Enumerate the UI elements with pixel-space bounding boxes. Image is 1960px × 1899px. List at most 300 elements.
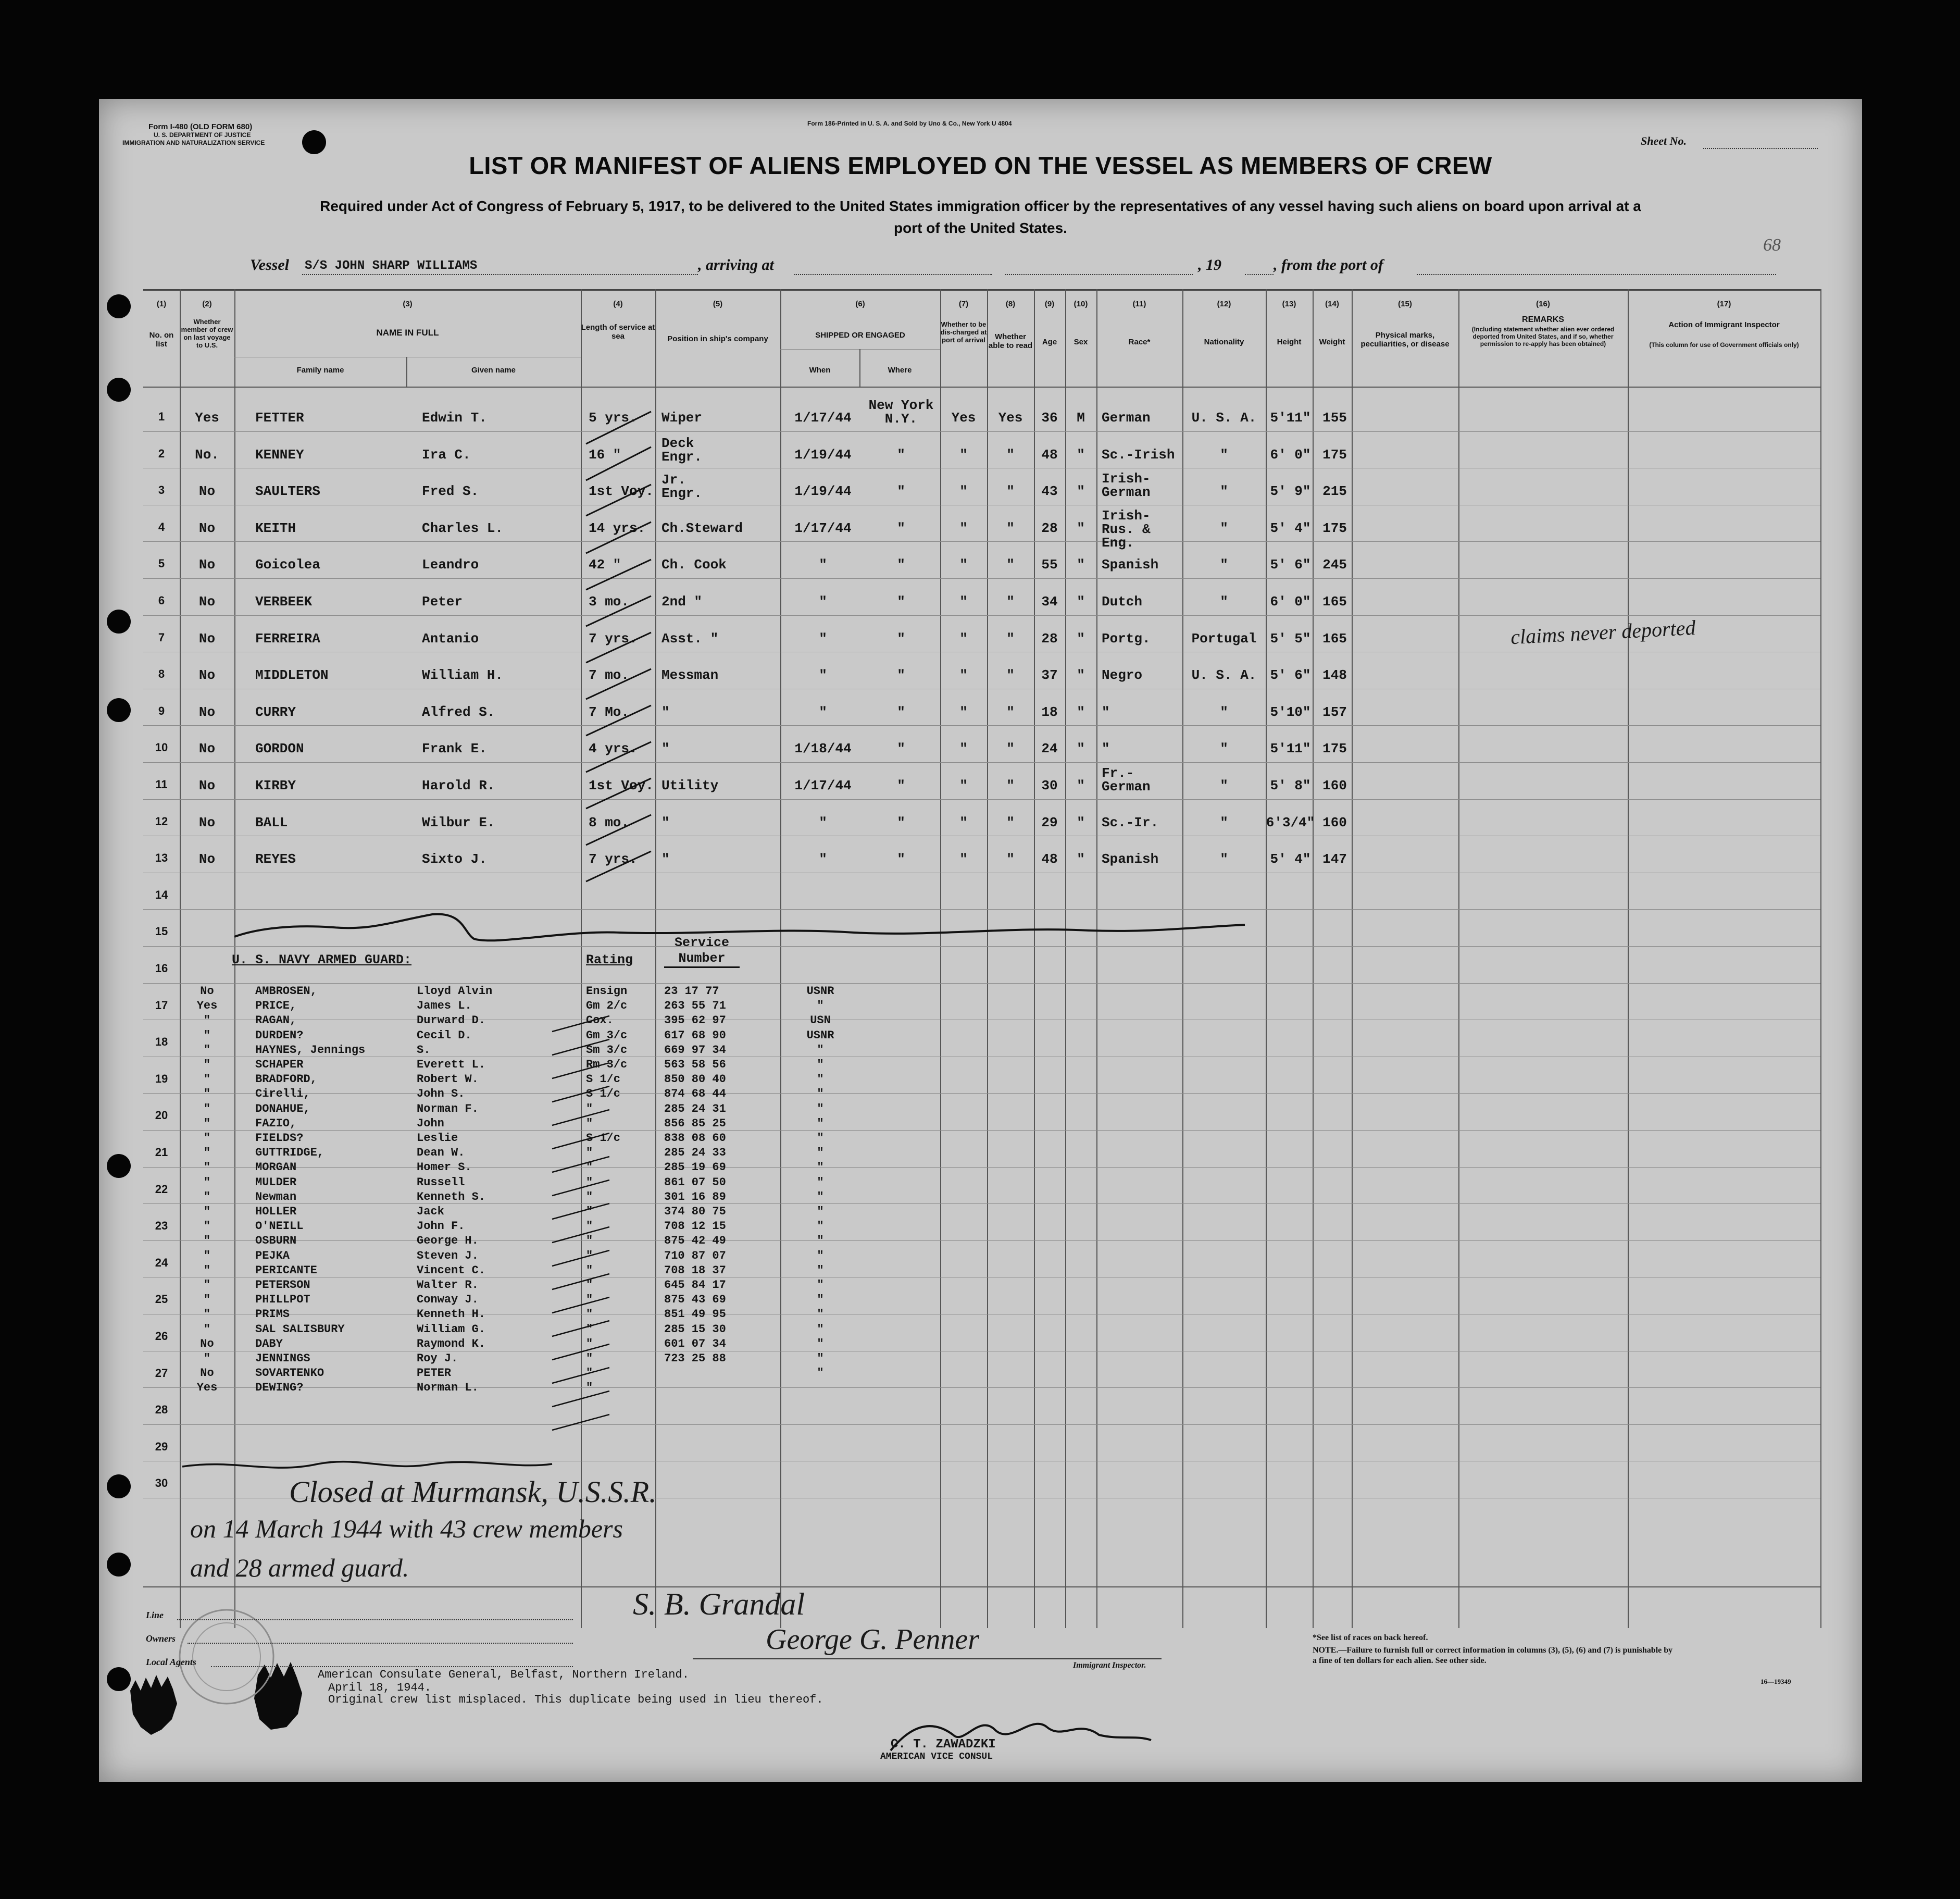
reserve-status: "	[817, 1087, 824, 1100]
reserve-status: "	[817, 1352, 824, 1365]
position: "	[661, 704, 670, 720]
shipped-when: "	[819, 557, 827, 573]
rating: Sm 3/c	[586, 1044, 628, 1057]
col-num: (9)	[1044, 300, 1055, 308]
family-name: MIDDLETON	[255, 667, 329, 683]
discharged: "	[959, 520, 968, 536]
owners-blank	[188, 1643, 573, 1644]
nationality: Portugal	[1191, 631, 1257, 647]
family-name: RAGAN,	[255, 1014, 297, 1027]
age: 34	[1041, 594, 1058, 610]
family-name: Newman	[255, 1190, 297, 1203]
height: 5' 4"	[1270, 851, 1311, 867]
family-name: FAZIO,	[255, 1117, 297, 1130]
family-name: PETERSON	[255, 1279, 310, 1292]
weight: 245	[1322, 557, 1347, 573]
col-header-where: Where	[888, 366, 912, 375]
height: 5' 6"	[1270, 557, 1311, 573]
last-voyage: "	[203, 1205, 211, 1218]
last-voyage: "	[203, 1234, 211, 1247]
col-num: (17)	[1717, 300, 1731, 308]
given-name: Kenneth H.	[417, 1308, 486, 1321]
family-name: AMBROSEN,	[255, 985, 317, 998]
family-name: PRIMS	[255, 1308, 290, 1321]
age: 30	[1041, 778, 1058, 793]
race: Irish-Rus. & Eng.	[1102, 508, 1151, 551]
col-num: (7)	[958, 300, 969, 308]
reserve-status: "	[817, 999, 824, 1012]
family-name: PEJKA	[255, 1249, 290, 1262]
reserve-status: USNR	[806, 985, 834, 998]
col-header-position: Position in ship's company	[667, 334, 768, 343]
given-name: Norman L.	[417, 1381, 479, 1394]
col-num: (15)	[1398, 300, 1412, 308]
able-to-read: "	[1006, 447, 1015, 463]
position: Ch.Steward	[661, 520, 743, 536]
given-name: Homer S.	[417, 1161, 472, 1174]
family-name: PRICE,	[255, 999, 297, 1012]
family-name: DURDEN?	[255, 1029, 304, 1042]
last-voyage: "	[203, 1117, 211, 1130]
race: "	[1102, 741, 1110, 756]
given-name: Ira C.	[422, 447, 471, 463]
shipped-where: "	[897, 631, 905, 647]
age: 28	[1041, 520, 1058, 536]
service-number: 645 84 17	[664, 1279, 726, 1292]
sex: "	[1077, 483, 1085, 499]
reserve-status: "	[817, 1367, 824, 1380]
reserve-status: "	[817, 1220, 824, 1233]
weight: 148	[1322, 667, 1347, 683]
weight: 175	[1322, 447, 1347, 463]
col-header-when: When	[809, 366, 831, 375]
rating: "	[586, 1308, 593, 1321]
line-number: 16	[155, 962, 168, 975]
sex: "	[1077, 704, 1085, 720]
able-to-read: "	[1006, 667, 1015, 683]
service-number: 874 68 44	[664, 1087, 726, 1100]
race: German	[1102, 410, 1151, 426]
col-header-remarks: REMARKS	[1522, 315, 1564, 324]
nationality: U. S. A.	[1191, 667, 1257, 683]
position: 2nd "	[661, 594, 703, 610]
reserve-status: "	[817, 1323, 824, 1336]
sex: "	[1077, 815, 1085, 830]
given-name: John S.	[417, 1087, 465, 1100]
family-name: BALL	[255, 815, 288, 830]
weight: 175	[1322, 520, 1347, 536]
year-label: , 19	[1198, 256, 1221, 274]
last-voyage: "	[203, 1058, 211, 1071]
closing-line-2: on 14 March 1944 with 43 crew members	[190, 1514, 623, 1543]
last-voyage: "	[203, 1249, 211, 1262]
rating: S 1/c	[586, 1087, 621, 1100]
signature-1: S. B. Grandal	[633, 1587, 805, 1621]
line-number: 17	[155, 999, 168, 1012]
able-to-read: "	[1006, 704, 1015, 720]
col-header-race: Race*	[1128, 338, 1151, 346]
line-number: 9	[158, 704, 165, 717]
reserve-status: "	[817, 1205, 824, 1218]
col-num: (1)	[156, 300, 167, 308]
last-voyage: No	[198, 815, 216, 830]
family-name: CURRY	[255, 704, 296, 720]
col-num: (14)	[1325, 300, 1339, 308]
rating: Rm 3/c	[586, 1058, 628, 1071]
able-to-read: "	[1006, 815, 1015, 830]
given-name: Lloyd Alvin	[417, 985, 493, 998]
shipped-when: "	[819, 667, 827, 683]
family-name: SAL SALISBURY	[255, 1323, 345, 1336]
shipped-where: "	[897, 704, 905, 720]
rating: "	[586, 1337, 593, 1350]
line-number: 1	[158, 410, 165, 423]
height: 5' 9"	[1270, 483, 1311, 499]
last-voyage: "	[203, 1146, 211, 1159]
able-to-read: "	[1006, 631, 1015, 647]
reserve-status: "	[817, 1058, 824, 1071]
col-header-physical: Physical marks, peculiarities, or disease	[1360, 331, 1450, 349]
sex: "	[1077, 851, 1085, 867]
guard-heading: U. S. NAVY ARMED GUARD:	[232, 952, 412, 967]
family-name: BRADFORD,	[255, 1073, 317, 1086]
discharged: Yes	[951, 410, 976, 426]
line-number: 5	[158, 557, 165, 570]
given-name: Robert W.	[417, 1073, 479, 1086]
line-number: 14	[155, 888, 168, 901]
family-name: HOLLER	[255, 1205, 297, 1218]
length-of-service: 42 "	[589, 557, 621, 573]
service-number: 617 68 90	[664, 1029, 726, 1042]
given-name: Everett L.	[417, 1058, 486, 1071]
given-name: John F.	[417, 1220, 465, 1233]
family-name: FIELDS?	[255, 1132, 304, 1145]
discharged: "	[959, 594, 968, 610]
discharged: "	[959, 815, 968, 830]
line-number: 13	[155, 851, 168, 864]
weight: 215	[1322, 483, 1347, 499]
sex: "	[1077, 667, 1085, 683]
rating: "	[586, 1367, 593, 1380]
reserve-status: "	[817, 1161, 824, 1174]
given-name: Russell	[417, 1176, 465, 1189]
last-voyage: No	[198, 594, 216, 610]
given-name: Norman F.	[417, 1102, 479, 1115]
rating: "	[586, 1279, 593, 1292]
service-number: 601 07 34	[664, 1337, 726, 1350]
last-voyage: No	[198, 741, 216, 756]
length-of-service: 14 yrs.	[589, 520, 646, 536]
age: 18	[1041, 704, 1058, 720]
age: 29	[1041, 815, 1058, 830]
last-voyage: No	[198, 667, 216, 683]
family-name: O'NEILL	[255, 1220, 304, 1233]
reserve-status: "	[817, 1264, 824, 1277]
age: 48	[1041, 447, 1058, 463]
position: "	[661, 851, 670, 867]
shipped-when: "	[819, 851, 827, 867]
closing-line-3: and 28 armed guard.	[190, 1553, 409, 1582]
service-number: 708 12 15	[664, 1220, 726, 1233]
age: 28	[1041, 631, 1058, 647]
given-name: Durward D.	[417, 1014, 486, 1027]
service-number: 710 87 07	[664, 1249, 726, 1262]
service-number: 23 17 77	[664, 985, 719, 998]
nationality: "	[1220, 815, 1228, 830]
service-number: 374 80 75	[664, 1205, 726, 1218]
shipped-when: 1/19/44	[794, 447, 852, 463]
able-to-read: "	[1006, 557, 1015, 573]
rating-label: Rating	[586, 952, 633, 967]
service-number: 861 07 50	[664, 1176, 726, 1189]
discharged: "	[959, 447, 968, 463]
family-name: OSBURN	[255, 1234, 297, 1247]
able-to-read: "	[1006, 483, 1015, 499]
rating: "	[586, 1264, 593, 1277]
family-name: VERBEEK	[255, 594, 313, 610]
family-name: MULDER	[255, 1176, 297, 1189]
rating: "	[586, 1205, 593, 1218]
nationality: U. S. A.	[1191, 410, 1257, 426]
last-voyage: "	[203, 1102, 211, 1115]
given-name: Vincent C.	[417, 1264, 486, 1277]
service-number: 851 49 95	[664, 1308, 726, 1321]
given-name: Kenneth S.	[417, 1190, 486, 1203]
race: Spanish	[1102, 557, 1159, 573]
last-voyage: "	[203, 1014, 211, 1027]
col-header-last-voyage: Whether member of crew on last voyage to U.S.	[181, 318, 233, 349]
reserve-status: USN	[810, 1014, 831, 1027]
reserve-status: "	[817, 1176, 824, 1189]
race: Sc.-Irish	[1102, 447, 1175, 463]
line-blank	[177, 1619, 573, 1620]
service-number: 285 15 30	[664, 1323, 726, 1336]
race-note: *See list of races on back hereof.	[1313, 1633, 1428, 1642]
family-name: HAYNES, Jennings	[255, 1044, 366, 1057]
arriving-label: , arriving at	[698, 256, 774, 274]
line-number: 30	[155, 1476, 168, 1490]
rating: Ensign	[586, 985, 628, 998]
shipped-when: 1/19/44	[794, 483, 852, 499]
race: "	[1102, 704, 1110, 720]
height: 5'11"	[1270, 410, 1311, 426]
last-voyage: "	[203, 1323, 211, 1336]
family-name: KENNEY	[255, 447, 304, 463]
rating: "	[586, 1249, 593, 1262]
last-voyage: "	[203, 1220, 211, 1233]
length-of-service: 1st Voy.	[589, 483, 654, 499]
printer-line: Form 186-Printed in U. S. A. and Sold by Uno & Co., New York U 4804	[807, 120, 1012, 127]
port-label: , from the port of	[1274, 256, 1383, 274]
footer-rule	[143, 1586, 1820, 1587]
page-title: LIST OR MANIFEST OF ALIENS EMPLOYED ON THE VESSEL AS MEMBERS OF CREW	[469, 152, 1492, 179]
subtitle-line-1: Required under Act of Congress of February 5, 1917, to be delivered to the United States immigration officer by the representatives of any vessel having such aliens on board upon arrival at a	[320, 198, 1641, 214]
weight: 165	[1322, 631, 1347, 647]
last-voyage: "	[203, 1029, 211, 1042]
line-number: 24	[155, 1256, 168, 1269]
length-of-service: 5 yrs.	[589, 410, 638, 426]
able-to-read: "	[1006, 851, 1015, 867]
length-of-service: 7 yrs.	[589, 851, 638, 867]
position: Jr. Engr.	[661, 472, 703, 501]
col-header-family: Family name	[296, 366, 344, 375]
given-name: John	[417, 1117, 444, 1130]
shipped-when: 1/18/44	[794, 741, 852, 756]
line-number: 8	[158, 667, 165, 680]
given-name: Dean W.	[417, 1146, 465, 1159]
last-voyage: No	[200, 1367, 214, 1380]
length-of-service: 8 mo.	[589, 815, 630, 830]
age: 48	[1041, 851, 1058, 867]
reserve-status: "	[817, 1337, 824, 1350]
discharged: "	[959, 667, 968, 683]
height: 5' 8"	[1270, 778, 1311, 793]
height: 6' 0"	[1270, 594, 1311, 610]
service-number: 395 62 97	[664, 1014, 726, 1027]
line-number: 15	[155, 925, 168, 938]
able-to-read: Yes	[998, 410, 1023, 426]
sex: "	[1077, 557, 1085, 573]
service-number: 669 97 34	[664, 1044, 726, 1057]
reserve-status: "	[817, 1117, 824, 1130]
rating: Gm 3/c	[586, 1029, 628, 1042]
position: Utility	[661, 778, 719, 793]
last-voyage: "	[203, 1132, 211, 1145]
col-header-read: Whether able to read	[988, 332, 1033, 350]
height: 5' 6"	[1270, 667, 1311, 683]
weight: 157	[1322, 704, 1347, 720]
seal-ribbon-right	[254, 1662, 302, 1730]
nationality: "	[1220, 520, 1228, 536]
family-name: REYES	[255, 851, 296, 867]
length-of-service: 7 Mo.	[589, 704, 630, 720]
rating: S 1/c	[586, 1132, 621, 1145]
col-header-weight: Weight	[1319, 338, 1345, 346]
last-voyage: No.	[195, 447, 219, 463]
age: 36	[1041, 410, 1058, 426]
col-header-action-note: (This column for use of Government officials only)	[1649, 341, 1799, 349]
given-name: Fred S.	[422, 483, 479, 499]
service-number: 301 16 89	[664, 1190, 726, 1203]
able-to-read: "	[1006, 594, 1015, 610]
col-num: (5)	[713, 300, 723, 308]
family-name: Cirelli,	[255, 1087, 310, 1100]
line-number: 22	[155, 1183, 168, 1196]
discharged: "	[959, 557, 968, 573]
discharged: "	[959, 851, 968, 867]
position: "	[661, 741, 670, 756]
reserve-status: "	[817, 1073, 824, 1086]
weight: 155	[1322, 410, 1347, 426]
line-number: 10	[155, 741, 168, 754]
family-name: SOVARTENKO	[255, 1367, 324, 1380]
given-name: Harold R.	[422, 778, 495, 793]
col-num: (12)	[1217, 300, 1231, 308]
rating: "	[586, 1220, 593, 1233]
service-number: 838 08 60	[664, 1132, 726, 1145]
shipped-when: 1/17/44	[794, 410, 852, 426]
last-voyage: Yes	[196, 999, 218, 1012]
given-name: Edwin T.	[422, 410, 487, 426]
last-voyage: "	[203, 1044, 211, 1057]
reserve-status: USNR	[806, 1029, 834, 1042]
misplaced-note: Original crew list misplaced. This duplicate being used in lieu thereof.	[328, 1693, 823, 1706]
shipped-where: "	[897, 483, 905, 499]
line-number: 20	[155, 1109, 168, 1122]
given-name: PETER	[417, 1367, 452, 1380]
last-voyage: "	[203, 1073, 211, 1086]
vice-consul-name: C. T. ZAWADZKI	[891, 1737, 996, 1752]
reserve-status: "	[817, 1279, 824, 1292]
last-voyage: Yes	[196, 1381, 218, 1394]
given-name: Sixto J.	[422, 851, 487, 867]
col-header-length: Length of service at sea	[581, 323, 655, 341]
nationality: "	[1220, 594, 1228, 610]
shipped-where: "	[897, 447, 905, 463]
nationality: "	[1220, 483, 1228, 499]
service-number-label: Service Number	[664, 935, 740, 968]
col-num: (11)	[1132, 300, 1146, 308]
last-voyage: No	[198, 483, 216, 499]
service-number: 708 18 37	[664, 1264, 726, 1277]
sex: "	[1077, 594, 1085, 610]
sheet-label: Sheet No.	[1641, 134, 1687, 147]
service: IMMIGRATION AND NATURALIZATION SERVICE	[122, 139, 265, 146]
given-name: Alfred S.	[422, 704, 495, 720]
line-number: 3	[158, 483, 165, 497]
owners-label: Owners	[146, 1633, 176, 1644]
reserve-status: "	[817, 1249, 824, 1262]
age: 55	[1041, 557, 1058, 573]
family-name: KEITH	[255, 520, 296, 536]
col-num: (16)	[1536, 300, 1550, 308]
last-voyage: Yes	[195, 410, 219, 426]
service-number: 263 55 71	[664, 999, 726, 1012]
col-num: (8)	[1005, 300, 1016, 308]
seal-ribbon-left	[130, 1675, 177, 1735]
line-number: 18	[155, 1035, 168, 1048]
line-number: 27	[155, 1367, 168, 1380]
nationality: "	[1220, 778, 1228, 793]
length-of-service: 1st Voy.	[589, 778, 654, 793]
line-number: 6	[158, 594, 165, 607]
shipped-where: "	[897, 520, 905, 536]
race: Portg.	[1102, 631, 1151, 647]
col-num: (6)	[855, 300, 865, 308]
position: "	[661, 815, 670, 830]
sex: "	[1077, 520, 1085, 536]
height: 6' 0"	[1270, 447, 1311, 463]
given-name: Roy J.	[417, 1352, 458, 1365]
shipped-where: "	[897, 557, 905, 573]
last-voyage: "	[203, 1161, 211, 1174]
weight: 147	[1322, 851, 1347, 867]
family-name: KIRBY	[255, 778, 296, 793]
shipped-where: "	[897, 778, 905, 793]
family-name: DABY	[255, 1337, 283, 1350]
nationality: "	[1220, 557, 1228, 573]
reserve-status: "	[817, 1308, 824, 1321]
given-name: Cecil D.	[417, 1029, 472, 1042]
shipped-when: "	[819, 594, 827, 610]
col-header-action: Action of Immigrant Inspector	[1668, 320, 1780, 329]
given-name: William H.	[422, 667, 504, 683]
service-number: 563 58 56	[664, 1058, 726, 1071]
race: Irish-German	[1102, 471, 1151, 500]
position: Deck Engr.	[661, 436, 703, 465]
able-to-read: "	[1006, 778, 1015, 793]
weight: 160	[1322, 815, 1347, 830]
